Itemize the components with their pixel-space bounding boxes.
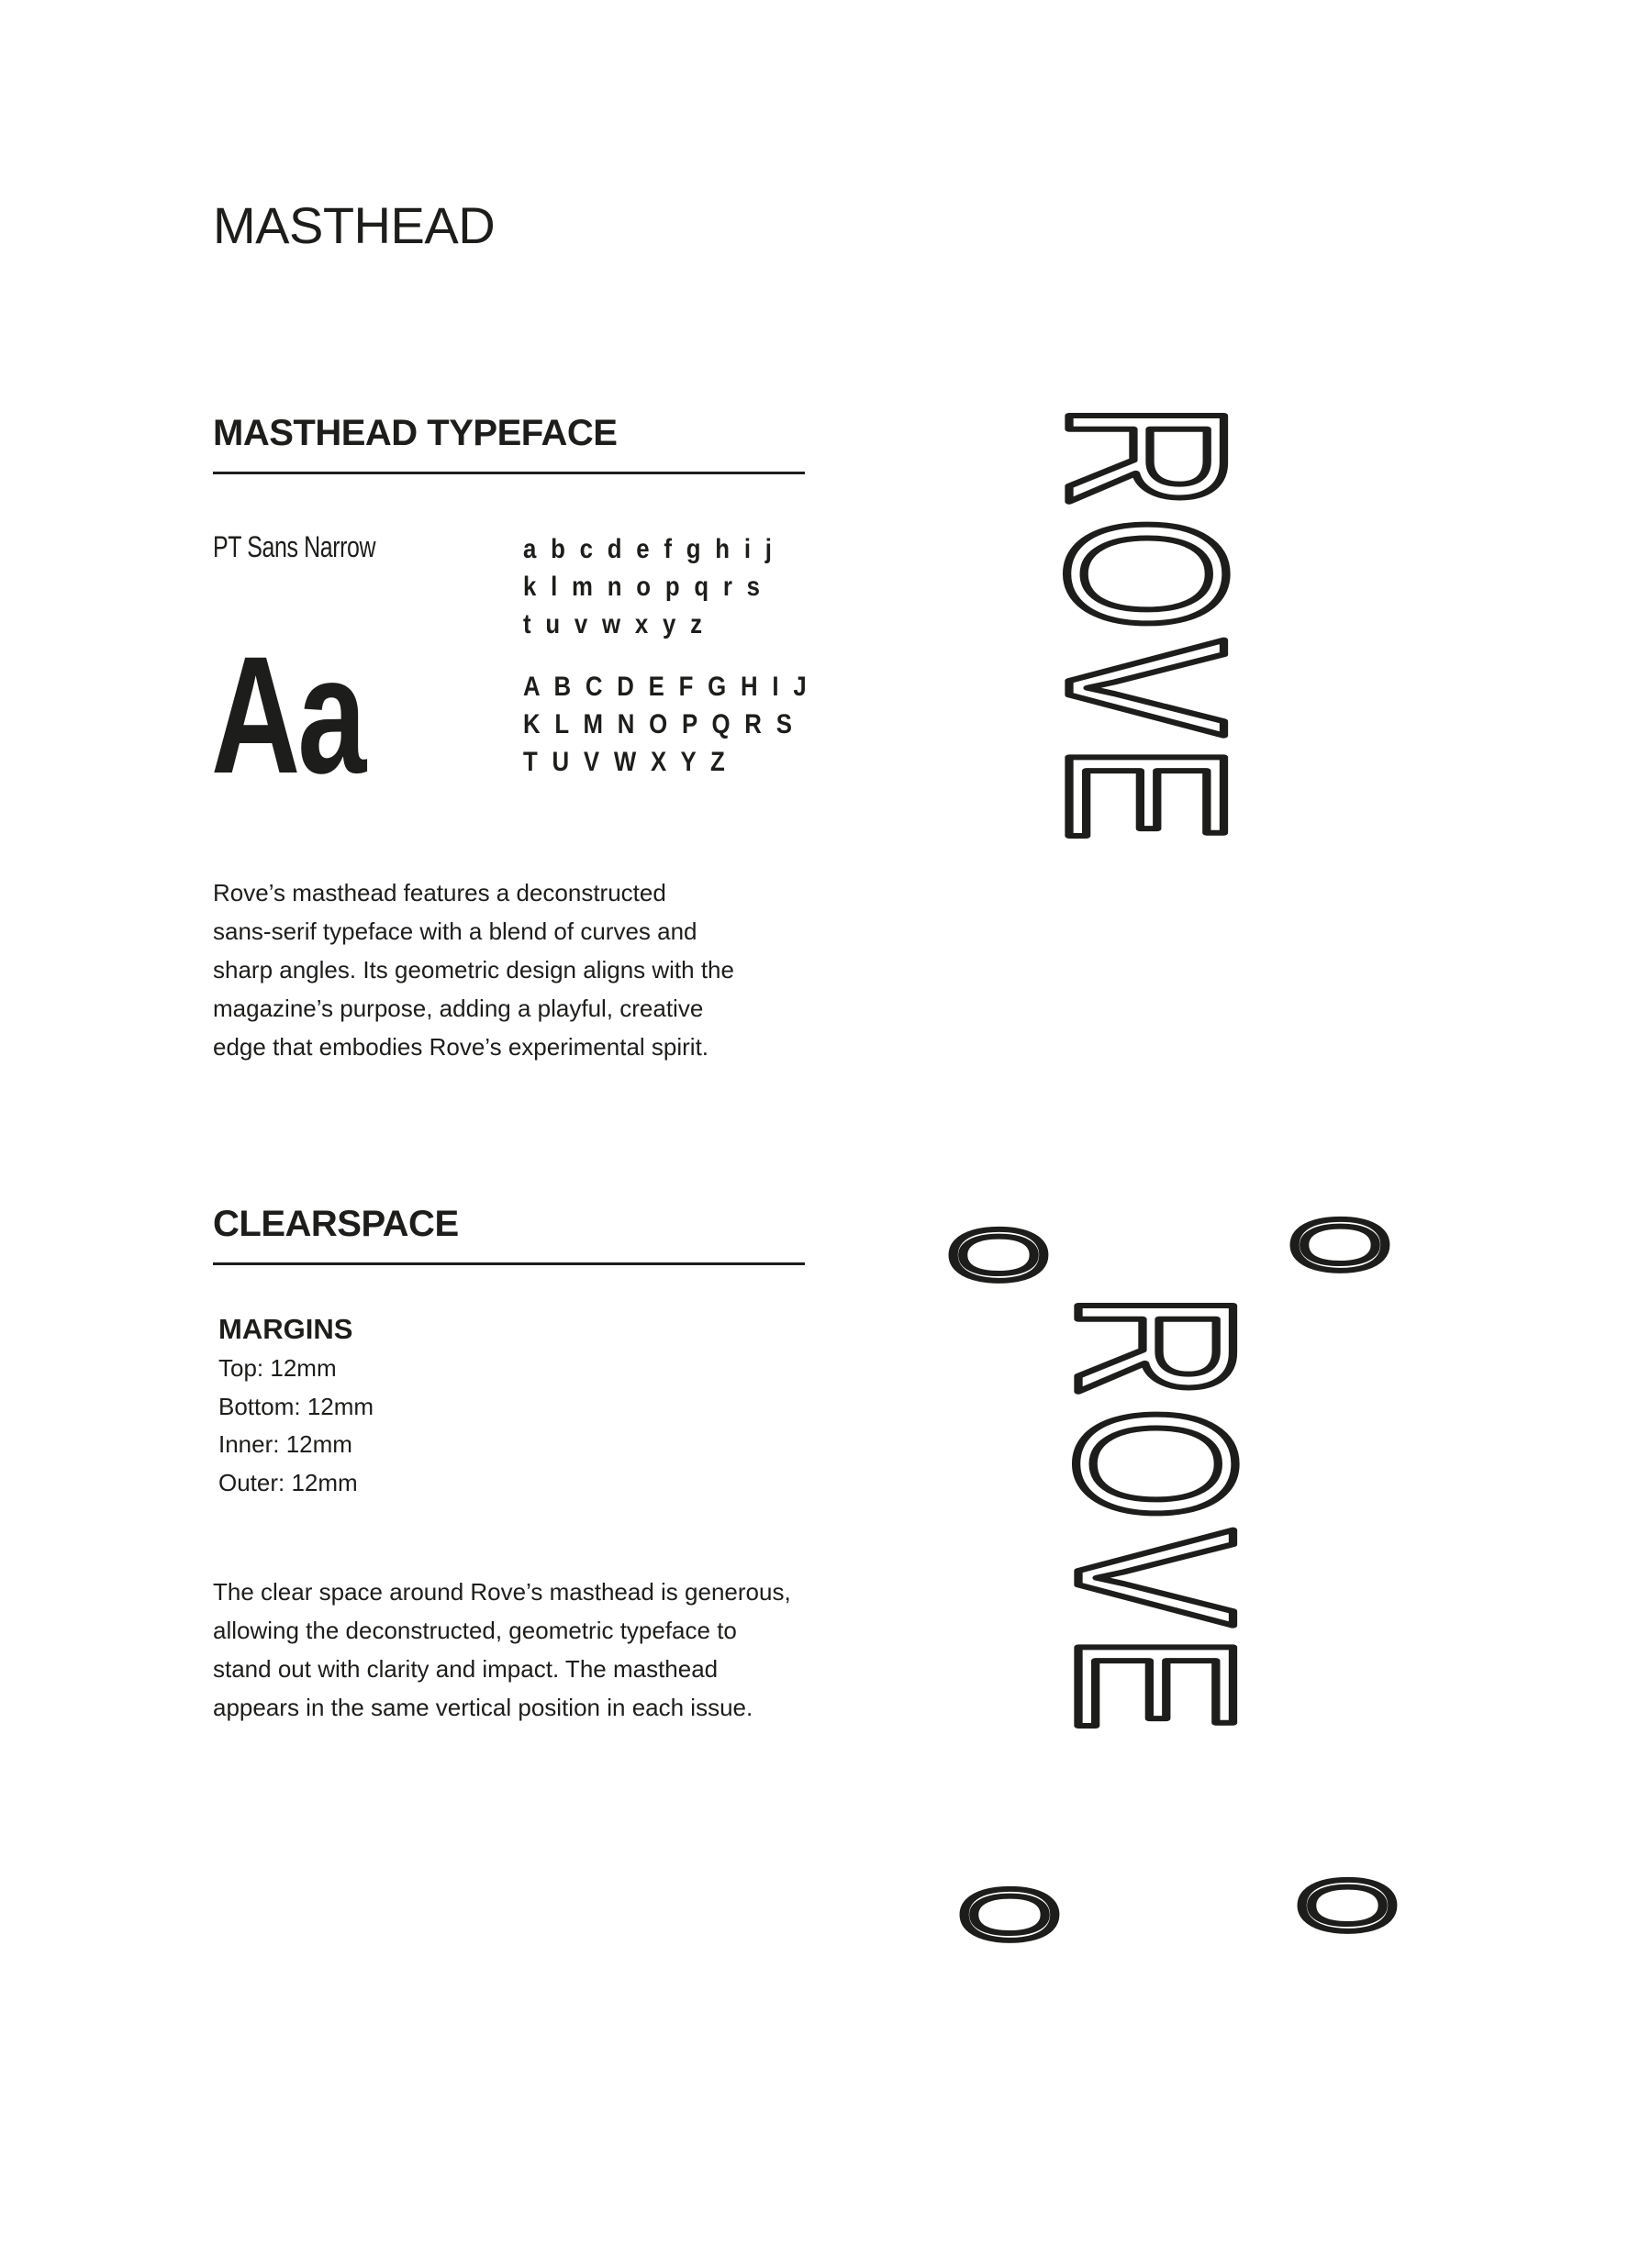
margin-outer: Outer: 12mm bbox=[218, 1469, 358, 1496]
clearspace-marker-top-left: O bbox=[926, 1226, 1070, 1284]
alphabet-line: K L M N O P Q R S bbox=[523, 709, 797, 739]
alphabet-line: T U V W X Y Z bbox=[523, 747, 730, 777]
alphabet-line: a b c d e f g h i j bbox=[523, 534, 776, 564]
clearspace-marker-top-right: O bbox=[1267, 1216, 1411, 1274]
paragraph-line: sharp angles. Its geometric design aligns with the bbox=[213, 956, 734, 984]
paragraph-line: appears in the same vertical position in each issue. bbox=[213, 1694, 753, 1721]
paragraph-line: allowing the deconstructed, geometric typeface to bbox=[213, 1617, 737, 1644]
paragraph-line: stand out with clarity and impact. The masthead bbox=[213, 1655, 719, 1683]
paragraph-line: sans-serif typeface with a blend of curves and bbox=[213, 917, 697, 945]
paragraph-line: Rove’s masthead features a deconstructed bbox=[213, 879, 666, 906]
alphabet-line: A B C D E F G H I J bbox=[523, 672, 810, 702]
margin-bottom: Bottom: 12mm bbox=[218, 1393, 374, 1420]
masthead-logo-word: ROVE bbox=[1021, 404, 1274, 851]
clearspace-marker-bottom-right: O bbox=[1275, 1876, 1419, 1935]
type-specimen: Aa bbox=[211, 621, 364, 808]
margins-title: MARGINS bbox=[218, 1313, 353, 1345]
paragraph-line: The clear space around Rove’s masthead is generous, bbox=[213, 1578, 791, 1606]
alphabet-line: k l m n o p q r s bbox=[523, 572, 764, 602]
margin-top: Top: 12mm bbox=[218, 1354, 337, 1382]
clearspace-logo bbox=[927, 1216, 1419, 1944]
masthead-logo bbox=[1021, 404, 1274, 851]
paragraph-line: magazine’s purpose, adding a playful, creative bbox=[213, 995, 704, 1022]
paragraph-line: edge that embodies Rove’s experimental spirit. bbox=[213, 1033, 709, 1061]
section-heading-clearspace: CLEARSPACE bbox=[213, 1204, 459, 1244]
clearspace-marker-bottom-left: O bbox=[937, 1885, 1081, 1944]
font-name: PT Sans Narrow bbox=[213, 530, 376, 563]
section-heading-typeface: MASTHEAD TYPEFACE bbox=[213, 413, 618, 453]
clearspace-logo-word: ROVE bbox=[1030, 1294, 1283, 1741]
page-title: MASTHEAD bbox=[213, 196, 496, 254]
alphabet-line: t u v w x y z bbox=[523, 609, 707, 639]
margin-inner: Inner: 12mm bbox=[218, 1430, 352, 1458]
